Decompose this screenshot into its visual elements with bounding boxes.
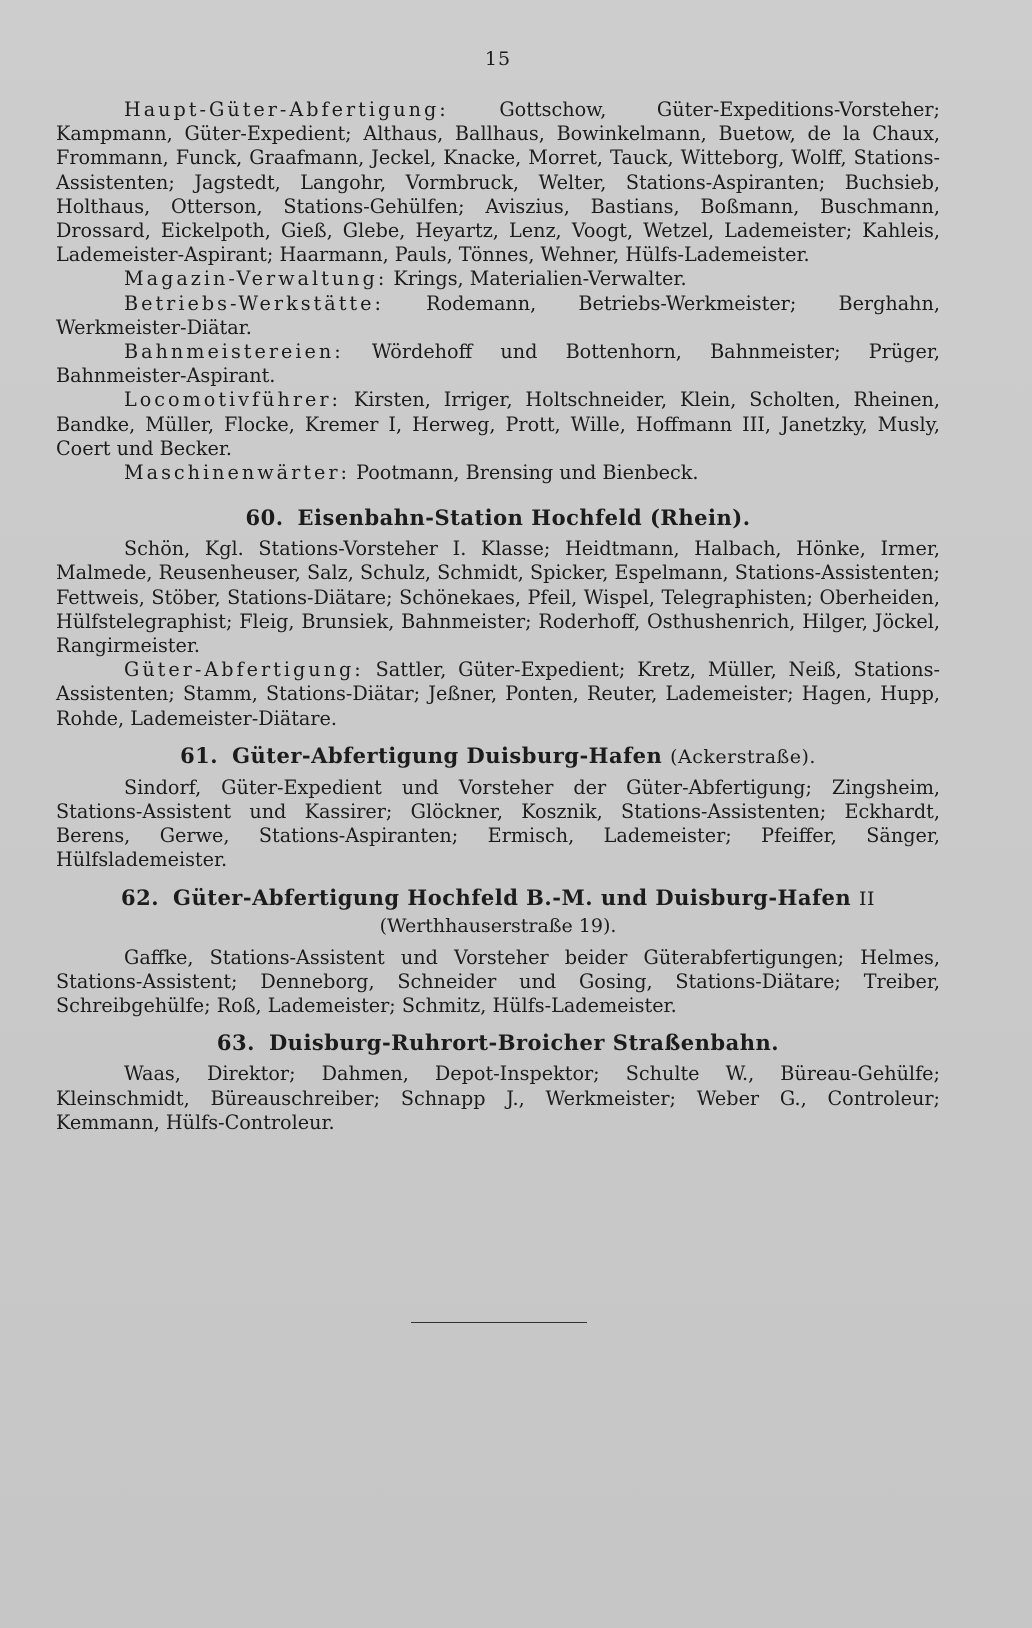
section-60-number: 60. xyxy=(245,505,284,531)
label-haupt-gueter-abfertigung: Haupt-Güter-Abfertigung: xyxy=(124,98,449,121)
section-61-address: (Ackerstraße). xyxy=(670,745,816,768)
page-number: 15 xyxy=(484,48,512,70)
paragraph-maschinenwaerter xyxy=(56,461,940,485)
text-betriebs-werkstaette: Rodemann, Betriebs-Werkmeister; Berghahn, Werkmeister-Diätar. xyxy=(56,291,940,339)
text-magazin-verwaltung: Krings, Materialien-Verwalter. xyxy=(393,267,687,291)
section-62-paragraph: Gaffke, Stations-Assistent und Vorsteher beider Güterabfertigungen; Helmes, Stations-Assistent; Denneborg, Schneider und Gosing, Stations-Diätare; Treiber, Schreibgehülfe; Roß, Lademeister; Schmitz, Hülfs-Lademeister. xyxy=(56,945,940,1018)
text-bahnmeistereien: Wördehoff und Bottenhorn, Bahnmeister; Prüger, Bahnmeister-Aspirant. xyxy=(56,340,940,388)
section-61-heading xyxy=(56,743,940,770)
section-60-title: Eisenbahn-Station Hochfeld (Rhein). xyxy=(297,505,751,531)
label-maschinenwaerter: Maschinenwärter: xyxy=(124,461,350,485)
section-63-number: 63. xyxy=(216,1030,255,1056)
section-62-subtitle: (Werthhauserstraße 19). xyxy=(379,914,617,937)
section-63-title: Duisburg-Ruhrort-Broicher Straßenbahn. xyxy=(268,1030,780,1056)
section-62-title: Güter-Abfertigung Hochfeld B.-M. und Duisburg-Hafen xyxy=(173,884,852,910)
section-61-paragraph: Sindorf, Güter-Expedient und Vorsteher der Güter-Abfertigung; Zingsheim, Stations-Assistent und Kassirer; Glöckner, Kosznik, Stations-Assistenten; Eckhardt, Berens, Gerwe, Stations-Aspiranten; Ermisch, Lademeister; Pfeiffer, Sänger, Hülfslademeister. xyxy=(56,775,940,872)
label-betriebs-werkstaette: Betriebs-Werkstätte: xyxy=(124,291,384,315)
label-bahnmeistereien: Bahnmeistereien: xyxy=(124,340,344,364)
section-62-number: 62. xyxy=(121,884,160,910)
paragraph-bahnmeistereien xyxy=(56,340,940,388)
section-61-number: 61. xyxy=(180,742,219,768)
paragraph-magazin-verwaltung xyxy=(56,267,940,291)
section-63-paragraph: Waas, Direktor; Dahmen, Depot-Inspektor; Schulte W., Büreau-Gehülfe; Kleinschmidt, Büreauschreiber; Schnapp J., Werkmeister; Weber G., Controleur; Kemmann, Hülfs-Controleur. xyxy=(56,1062,940,1134)
text-maschinenwaerter: Pootmann, Brensing und Bienbeck. xyxy=(356,461,699,485)
paragraph-haupt-gueter-abfertigung xyxy=(56,98,940,267)
label-locomotivfuehrer: Locomotivführer: xyxy=(124,388,342,412)
section-62-roman: II xyxy=(858,887,875,910)
text-haupt-gueter-abfertigung: Gottschow, Güter-Expeditions-Vorsteher; Kampmann, Güter-Expedient; Althaus, Ballhaus, Bowinkelmann, Buetow, de la Chaux, Frommann, Funck, Graafmann, Jeckel, Knacke, Morret, Tauck, Witteborg, Wolff, Stations-Assistenten; Jagstedt, Langohr, Vormbruck, Welter, Stations-Aspiranten; Buchsieb, Holthaus, Otterson, Stations-Gehülfen; Aviszius, Bastians, Boßmann, Buschmann, Drossard, Eickelpoth, Gieß, Glebe, Heyartz, Lenz, Voogt, Wetzel, Lademeister; Kahleis, Lademeister-Aspirant; Haarmann, Pauls, Tönnes, Wehner, Hülfs-Lademeister. xyxy=(56,98,940,267)
label-section-60-gueter-abfertigung: Güter-Abfertigung: xyxy=(124,658,364,682)
section-63-heading xyxy=(56,1030,940,1056)
section-60-paragraph: Schön, Kgl. Stations-Vorsteher I. Klasse; Heidtmann, Halbach, Hönke, Irmer, Malmede, Reusenheuser, Salz, Schulz, Schmidt, Spicker, Espelmann, Stations-Assistenten; Fettweis, Stöber, Stations-Diätare; Schönekaes, Pfeil, Wispel, Telegraphisten; Oberheiden, Hülfstelegraphist; Fleig, Brunsiek, Bahnmeister; Roderhoff, Osthushenrich, Hilger, Jöckel, Rangirmeister. xyxy=(56,537,940,658)
paragraph-locomotivfuehrer xyxy=(56,388,940,461)
end-rule xyxy=(411,1322,587,1323)
paragraph-betriebs-werkstaette xyxy=(56,292,940,340)
label-magazin-verwaltung: Magazin-Verwaltung: xyxy=(124,267,388,291)
text-section-60-gueter-abfertigung: Sattler, Güter-Expedient; Kretz, Müller, Neiß, Stations-Assistenten; Stamm, Stations-Diätar; Jeßner, Ponten, Reuter, Lademeister; Hagen, Hupp, Rohde, Lademeister-Diätare. xyxy=(56,658,940,730)
section-60-heading xyxy=(56,505,940,531)
section-62-heading xyxy=(56,885,940,912)
section-60-gueter-abfertigung xyxy=(56,658,940,731)
text-locomotivfuehrer: Kirsten, Irriger, Holtschneider, Klein, Scholten, Rheinen, Bandke, Müller, Flocke, Kremer I, Herweg, Prott, Wille, Hoffmann III, Janetzky, Musly, Coert und Becker. xyxy=(56,388,940,460)
section-61-title: Güter-Abfertigung Duisburg-Hafen xyxy=(232,742,663,768)
